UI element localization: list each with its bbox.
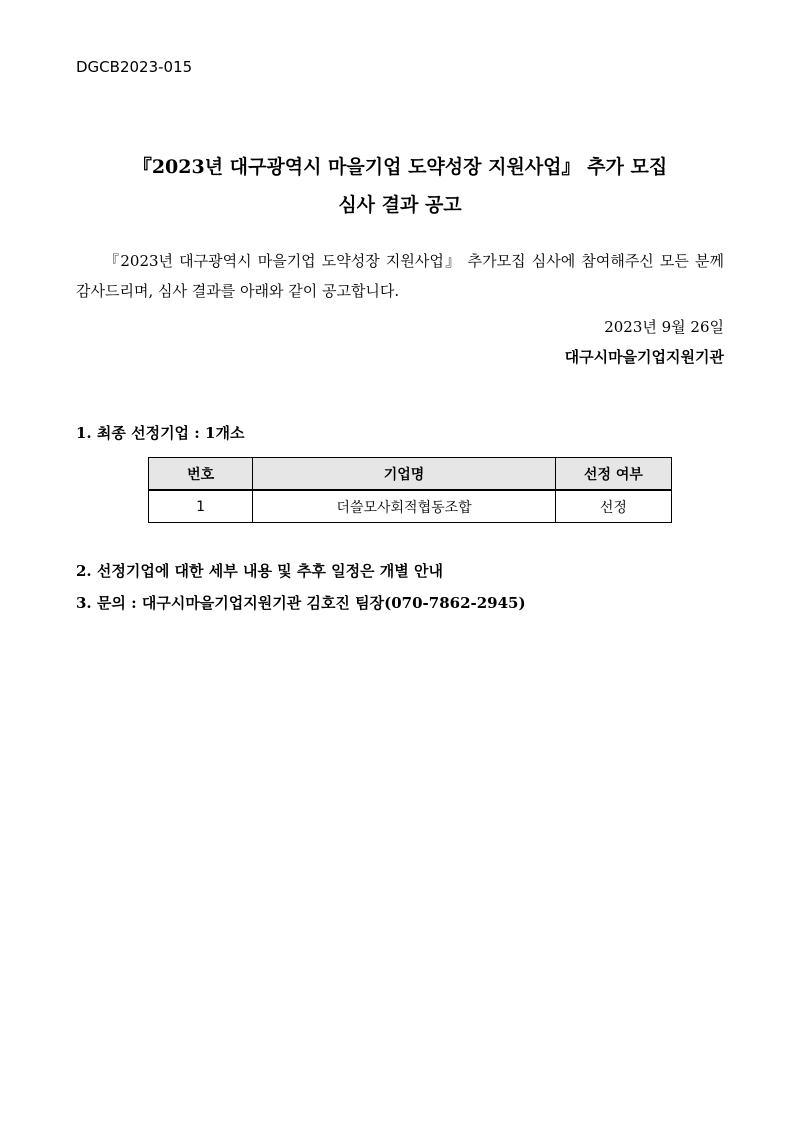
cell-selection-status: 선정 — [555, 490, 671, 523]
header-company-name: 기업명 — [253, 458, 556, 491]
cell-company-name: 더쓸모사회적협동조합 — [253, 490, 556, 523]
notice-title: 『2023년 대구광역시 마을기업 도약성장 지원사업』 추가 모집 — [132, 156, 668, 178]
notice-subtitle: 심사 결과 공고 — [338, 194, 462, 216]
notice-date: 2023년 9월 26일 — [604, 318, 724, 336]
intro-paragraph: 『2023년 대구광역시 마을기업 도약성장 지원사업』 추가모집 심사에 참여해주신 모든 분께 감사드리며, 심사 결과를 아래와 같이 공고합니다. — [76, 252, 724, 300]
section-selected-companies: 1. 최종 선정기업 : 1개소 — [76, 424, 245, 442]
header-number: 번호 — [149, 458, 253, 491]
selection-result-table — [148, 457, 672, 523]
header-selection-status: 선정 여부 — [555, 458, 671, 491]
section-notification: 2. 선정기업에 대한 세부 내용 및 추후 일정은 개별 안내 — [76, 562, 443, 580]
cell-number: 1 — [149, 490, 253, 523]
table-header-row — [149, 458, 672, 491]
document-number: DGCB2023-015 — [76, 58, 193, 76]
table-row — [149, 490, 672, 523]
issuing-organization: 대구시마을기업지원기관 — [564, 348, 724, 366]
section-contact: 3. 문의 : 대구시마을기업지원기관 김호진 팀장(070-7862-2945) — [76, 594, 526, 612]
